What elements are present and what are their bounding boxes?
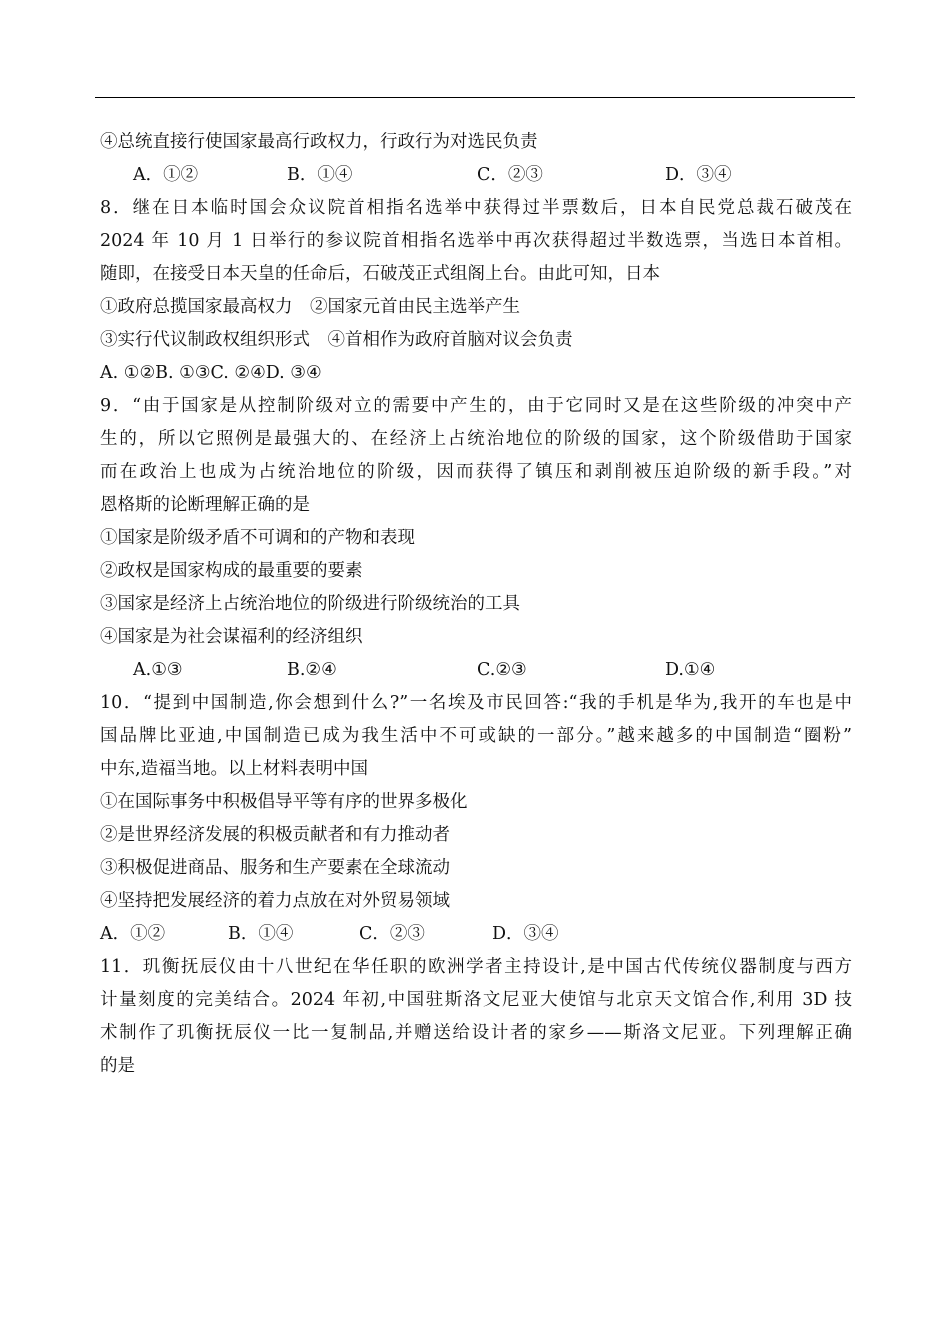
q10-item-1: ①在国际事务中积极倡导平等有序的世界多极化 (100, 792, 468, 812)
q7-options (100, 159, 852, 192)
q10-option-c[interactable]: C．②③ (359, 924, 425, 944)
q10-options (100, 918, 852, 951)
q8-items-1-2: ①政府总揽国家最高权力 ②国家元首由民主选举产生 (100, 297, 520, 317)
q9-stem-line-4: 恩格斯的论断理解正确的是 (100, 495, 310, 515)
q9-option-d[interactable]: D.①④ (665, 660, 716, 680)
q9-item-2: ②政权是国家构成的最重要的要素 (100, 561, 363, 581)
q11-stem-line-3: 术制作了玑衡抚辰仪一比一复制品,并赠送给设计者的家乡——斯洛文尼亚。下列理解正确 (100, 1023, 852, 1043)
q9-stem-line-1: 9．“由于国家是从控制阶级对立的需要中产生的，由于它同时又是在这些阶级的冲突中产 (100, 396, 852, 416)
q9-item-3: ③国家是经济上占统治地位的阶级进行阶级统治的工具 (100, 594, 520, 614)
q7-option-a[interactable]: A．①② (133, 165, 199, 185)
q10-stem-line-2: 国品牌比亚迪,中国制造已成为我生活中不可或缺的一部分。”越来越多的中国制造“圈粉” (100, 726, 852, 746)
q8-stem-line-2: 2024 年 10 月 1 日举行的参议院首相指名选举中再次获得超过半数选票，当选日本首相。 (100, 231, 852, 251)
q11-stem-line-4: 的是 (100, 1056, 135, 1076)
q9-option-a[interactable]: A.①③ (133, 660, 183, 680)
q8-items-3-4: ③实行代议制政权组织形式 ④首相作为政府首脑对议会负责 (100, 330, 573, 350)
q10-stem-line-3: 中东,造福当地。以上材料表明中国 (100, 759, 369, 779)
q10-stem-line-1: 10．“提到中国制造,你会想到什么?”一名埃及市民回答:“我的手机是华为,我开的车也是中 (100, 693, 852, 713)
q10-option-b[interactable]: B．①④ (228, 924, 294, 944)
q7-item-4: ④总统直接行使国家最高行政权力，行政行为对选民负责 (100, 132, 538, 152)
q8-stem-line-3: 随即，在接受日本天皇的任命后，石破茂正式组阁上台。由此可知，日本 (100, 264, 660, 284)
q8-options[interactable]: A. ①②B. ①③C. ②④D. ③④ (100, 363, 322, 383)
q9-options (100, 654, 852, 687)
q9-stem-line-2: 生的，所以它照例是最强大的、在经济上占统治地位的阶级的国家，这个阶级借助于国家 (100, 429, 852, 449)
q9-stem-line-3: 而在政治上也成为占统治地位的阶级，因而获得了镇压和剥削被压迫阶级的新手段。”对 (100, 462, 852, 482)
exam-page (100, 126, 852, 1083)
q11-stem-line-2: 计量刻度的完美结合。2024 年初,中国驻斯洛文尼亚大使馆与北京天文馆合作,利用 3D 技 (100, 990, 852, 1010)
q10-option-d[interactable]: D．③④ (492, 924, 559, 944)
q9-item-4: ④国家是为社会谋福利的经济组织 (100, 627, 363, 647)
q7-option-b[interactable]: B．①④ (287, 165, 353, 185)
q9-item-1: ①国家是阶级矛盾不可调和的产物和表现 (100, 528, 415, 548)
q10-item-3: ③积极促进商品、服务和生产要素在全球流动 (100, 858, 450, 878)
q9-option-c[interactable]: C.②③ (477, 660, 527, 680)
q10-option-a[interactable]: A．①② (100, 924, 166, 944)
q11-stem-line-1: 11．玑衡抚辰仪由十八世纪在华任职的欧洲学者主持设计,是中国古代传统仪器制度与西方 (100, 957, 852, 977)
header-rule (95, 97, 855, 98)
q7-option-c[interactable]: C．②③ (477, 165, 543, 185)
q9-option-b[interactable]: B.②④ (287, 660, 337, 680)
q7-option-d[interactable]: D．③④ (665, 165, 732, 185)
q10-item-2: ②是世界经济发展的积极贡献者和有力推动者 (100, 825, 450, 845)
q8-stem-line-1: 8．继在日本临时国会众议院首相指名选举中获得过半票数后，日本自民党总裁石破茂在 (100, 198, 852, 218)
q10-item-4: ④坚持把发展经济的着力点放在对外贸易领域 (100, 891, 450, 911)
